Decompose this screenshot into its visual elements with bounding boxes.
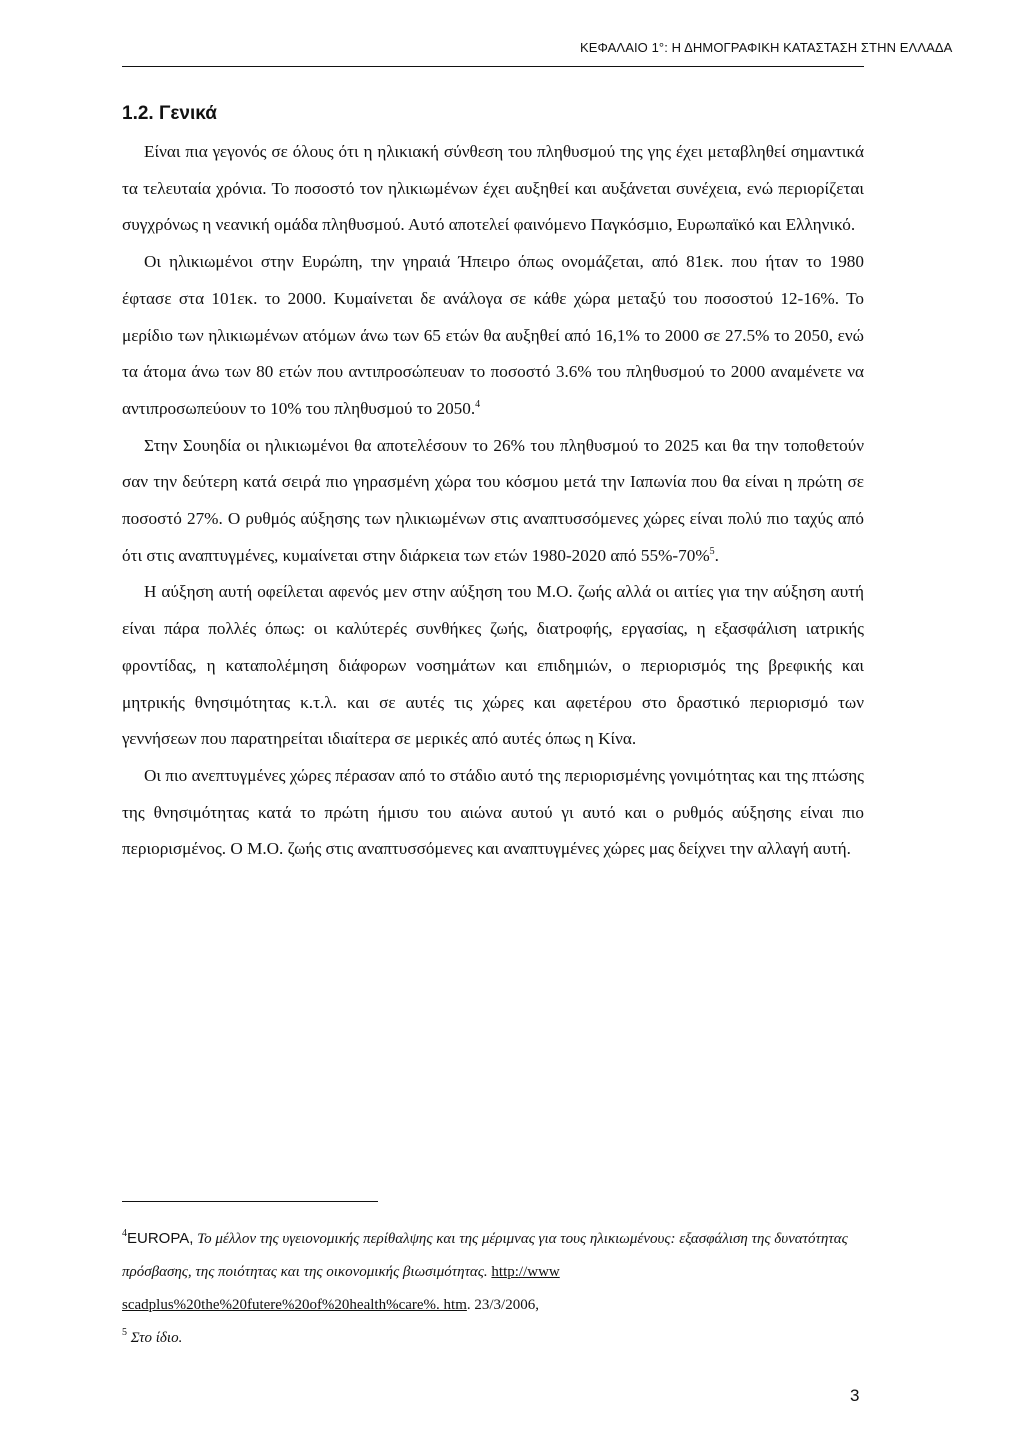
paragraph-3-end: . (714, 545, 719, 565)
footnote-5-text: Στο ίδιο. (130, 1330, 183, 1346)
paragraph-1: Είναι πια γεγονός σε όλους ότι η ηλικιακή σύνθεση του πληθυσμού της γης έχει μεταβληθεί σημαντικά τα τελευταία χρόνια. Το ποσοστό τον ηλικιωμένων έχει αυξηθεί και αυξάνεται συνέχεια, ενώ περιορίζεται συγχρόνως η νεανική ομάδα πληθυσμού. Αυτό αποτελεί φαινόμενο Παγκόσμιο, Ευρωπαϊκό και Ελληνικό. (122, 142, 864, 235)
running-header: ΚΕΦΑΛΑΙΟ 1°: Η ΔΗΜΟΓΡΑΦΙΚΗ ΚΑΤΑΣΤΑΣΗ ΣΤΗΝ ΕΛΛΑΔΑ (580, 40, 953, 55)
body-text (122, 134, 864, 868)
paragraph-2-text: Οι ηλικιωμένοι στην Ευρώπη, την γηραιά Ήπειρο όπως ονομάζεται, από 81εκ. που ήταν το 1980 έφτασε στα 101εκ. το 2000. Κυμαίνεται δε ανάλογα σε κάθε χώρα μεταξύ του ποσοστού 12-16%. Το μερίδιο των ηλικιωμένων ατόμων άνω των 65 ετών θα αυξηθεί από 16,1% το 2000 σε 27.5% το 2050, ενώ τα άτομα άνω των 80 ετών που αντιπροσώπευαν το ποσοστό 3.6% του πληθυσμού το 2000 αναμένετε να αντιπροσωπεύουν το 10% του πληθυσμού το 2050. (122, 252, 864, 418)
page-number: 3 (850, 1386, 860, 1405)
section-title: 1.2. Γενικά (122, 103, 217, 124)
footnotes (122, 1222, 864, 1355)
footnote-4-number: 4 (122, 1228, 127, 1239)
paragraph-5: Οι πιο ανεπτυγμένες χώρες πέρασαν από το στάδιο αυτό της περιορισμένης γονιμότητας και της πτώσης της θνησιμότητας κατά το πρώτη ήμισυ του αιώνα αυτού γι αυτό και ο ρυθμός αύξησης είναι πιο περιορισμένος. Ο Μ.Ο. ζωής στις αναπτυσσόμενες και αναπτυγμένες χώρες μας δείχνει την αλλαγή αυτή. (122, 765, 864, 859)
footnote-ref-5: 5 (709, 545, 715, 557)
header-divider (122, 66, 864, 67)
footnote-4-title: Το μέλλον της υγειονομικής περίθαλψης και της μέριμνας για τους ηλικιωμένους: εξασφάλιση της δυνατότητας πρόσβασης, της ποιότητας και της οικονομικής βιωσιμότητας. (122, 1231, 848, 1280)
footnote-ref-4: 4 (475, 398, 481, 410)
paragraph-4: Η αύξηση αυτή οφείλεται αφενός μεν στην αύξηση του Μ.Ο. ζωής αλλά οι αιτίες για την αύξηση αυτή είναι πάρα πολλές όπως: οι καλύτερές συνθήκες ζωής, διατροφής, εργασίας, η εξασφάλιση ιατρικής φροντίδας, η καταπολέμηση διάφορων νοσημάτων και επιδημιών, ο περιορισμός της βρεφικής και μητρικής θνησιμότητας κ.τ.λ. και σε αυτές τις χώρες και αφετέρου στο δραστικό περιορισμό των γεννήσεων που παρατηρείται ιδιαίτερα σε μερικές από αυτές όπως η Κίνα. (122, 582, 864, 749)
footnote-4-date: . 23/3/2006, (466, 1297, 539, 1313)
footnote-divider (122, 1201, 378, 1202)
footnote-5-number: 5 (122, 1327, 127, 1338)
paragraph-3-text: Στην Σουηδία οι ηλικιωμένοι θα αποτελέσουν το 26% του πληθυσμού το 2025 και θα την τοποθετούν σαν την δεύτερη κατά σειρά πιο γηρασμένη χώρα του κόσμου μετά την Ιαπωνία που θα είναι η πρώτη σε ποσοστό 27%. Ο ρυθμός αύξησης των ηλικιωμένων στις αναπτυσσόμενες χώρες είναι πολύ πιο ταχύς από ότι στις αναπτυγμένες, κυμαίνεται στην διάρκεια των ετών 1980-2020 από 55%-70% (122, 435, 864, 565)
footnote-4-link[interactable]: http://www scadplus%20the%20futere%20of%20health%care%. htm (122, 1264, 560, 1313)
footnote-4 (122, 1222, 864, 1322)
paragraph-2 (122, 244, 864, 428)
footnote-4-author: EUROPA, (127, 1230, 194, 1247)
footnote-5 (122, 1322, 864, 1355)
paragraph-3 (122, 428, 864, 575)
